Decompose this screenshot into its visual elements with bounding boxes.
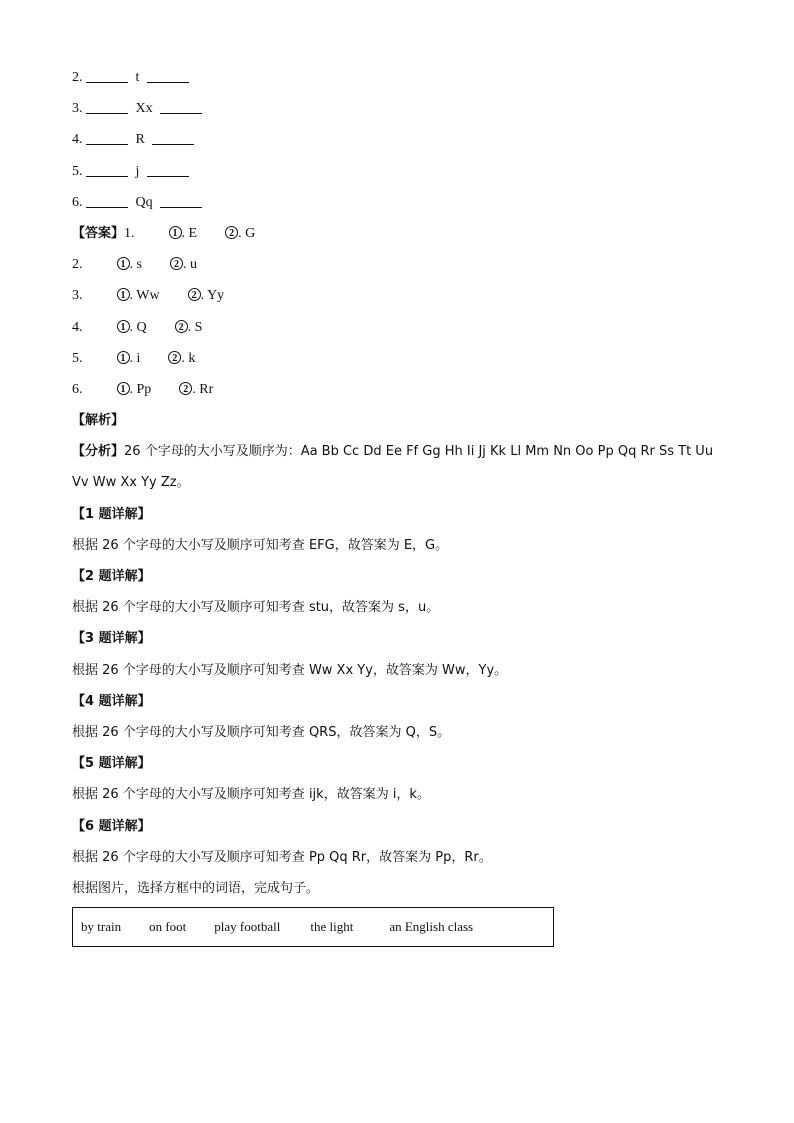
- answer-a: Ww: [136, 288, 160, 304]
- circle-two-icon: 2: [170, 257, 183, 270]
- instruction-text: 根据图片，选择方框中的词语，完成句子。: [72, 880, 320, 896]
- question-number: 6.: [72, 194, 83, 210]
- answer-blank: [86, 68, 128, 83]
- question-line: [72, 62, 722, 93]
- detail-text: 根据 26 个字母的大小写及顺序可知考查 QRS，故答案为 Q，S。: [72, 724, 451, 740]
- question-letter: t: [135, 70, 140, 85]
- answer-b: S: [194, 319, 203, 335]
- answer-number: 4.: [72, 319, 83, 335]
- detail-text: 根据 26 个字母的大小写及顺序可知考查 stu，故答案为 s，u。: [72, 600, 440, 616]
- word-on-foot: on foot: [149, 919, 187, 935]
- answer-blank: [147, 162, 189, 177]
- answer-number: 6.: [72, 381, 83, 397]
- answer-number: 3.: [72, 288, 83, 304]
- answer-number: 5.: [72, 350, 83, 366]
- answer-blank: [160, 99, 202, 114]
- answer-b: k: [188, 350, 196, 366]
- question-number: 3.: [72, 101, 83, 117]
- word-the-light: the light: [310, 919, 354, 935]
- circle-one-icon: 1: [117, 320, 130, 333]
- analysis-text: 26 个字母的大小写及顺序为：Aa Bb Cc Dd Ee Ff Gg Hh Ii Jj Kk Ll Mm Nn Oo Pp Qq Rr Ss Tt Uu: [124, 444, 714, 460]
- question-letter: j: [135, 163, 140, 179]
- question-line: [72, 124, 722, 155]
- circle-one-icon: 1: [169, 226, 182, 239]
- answer-line: 3. 1 . Ww 2 . Yy: [72, 288, 225, 304]
- circle-one-icon: 1: [117, 382, 130, 395]
- document-page: [72, 62, 722, 947]
- detail-heading: 【1 题详解】: [72, 506, 151, 522]
- circle-two-icon: 2: [225, 226, 238, 239]
- answer-b: Rr: [199, 381, 214, 397]
- answer-line: 4. 1 . Q 2 . S: [72, 319, 203, 335]
- word-by-train: by train: [81, 919, 122, 935]
- answer-blank: [147, 68, 189, 83]
- circle-two-icon: 2: [179, 382, 192, 395]
- question-letter: Xx: [135, 101, 153, 117]
- answer-b: Yy: [207, 288, 225, 304]
- question-number: 4.: [72, 132, 83, 148]
- answer-line: 【答案】1. 1 . E 2 . G: [72, 225, 256, 241]
- answer-blank: [86, 130, 128, 145]
- answer-blank: [152, 130, 194, 145]
- detail-heading: 【3 题详解】: [72, 631, 151, 647]
- answer-b: u: [189, 257, 197, 273]
- answer-a: Pp: [136, 381, 152, 397]
- question-number: 5.: [72, 163, 83, 179]
- answer-number: 2.: [72, 257, 83, 273]
- question-letter: R: [135, 132, 145, 148]
- question-line: [72, 93, 722, 124]
- answer-b: G: [245, 225, 256, 241]
- question-line: [72, 187, 722, 218]
- word-an-english-class: an English class: [389, 919, 474, 935]
- circle-two-icon: 2: [175, 320, 188, 333]
- question-number: 2.: [72, 70, 83, 85]
- answer-blank: [86, 193, 128, 208]
- circle-two-icon: 2: [168, 351, 181, 364]
- analysis-line: [72, 436, 722, 467]
- detail-heading: 【5 题详解】: [72, 756, 151, 772]
- circle-one-icon: 1: [117, 288, 130, 301]
- question-letter: Qq: [135, 194, 153, 210]
- answer-a: s: [136, 257, 142, 273]
- answer-blank: [86, 162, 128, 177]
- circle-one-icon: 1: [117, 351, 130, 364]
- answer-line: 6. 1 . Pp 2 . Rr: [72, 381, 214, 397]
- detail-heading: 【6 题详解】: [72, 818, 151, 834]
- word-box: [72, 907, 554, 947]
- answer-blank: [160, 193, 202, 208]
- question-line: [72, 156, 722, 187]
- answer-a: E: [188, 225, 198, 241]
- detail-text: 根据 26 个字母的大小写及顺序可知考查 EFG，故答案为 E，G。: [72, 537, 449, 553]
- detail-heading: 【4 题详解】: [72, 693, 151, 709]
- analysis-label: 【分析】: [72, 444, 125, 460]
- circle-one-icon: 1: [117, 257, 130, 270]
- answer-label: 【答案】: [72, 225, 125, 241]
- answer-a: i: [136, 350, 141, 366]
- answer-a: Q: [136, 319, 147, 335]
- answer-line: 5. 1 . i 2 . k: [72, 350, 196, 366]
- detail-text: 根据 26 个字母的大小写及顺序可知考查 Ww Xx Yy，故答案为 Ww，Yy。: [72, 662, 508, 678]
- word-play-football: play football: [214, 919, 281, 935]
- answer-line: 2. 1 . s 2 . u: [72, 257, 197, 273]
- detail-text: 根据 26 个字母的大小写及顺序可知考查 Pp Qq Rr，故答案为 Pp，Rr。: [72, 849, 492, 865]
- analysis-text-continued: Vv Ww Xx Yy Zz。: [72, 475, 190, 491]
- answer-number: 1.: [124, 225, 135, 241]
- analysis-heading: 【解析】: [72, 413, 125, 429]
- circle-two-icon: 2: [188, 288, 201, 301]
- detail-heading: 【2 题详解】: [72, 569, 151, 584]
- detail-text: 根据 26 个字母的大小写及顺序可知考查 ijk，故答案为 i，k。: [72, 787, 430, 803]
- answer-blank: [86, 99, 128, 114]
